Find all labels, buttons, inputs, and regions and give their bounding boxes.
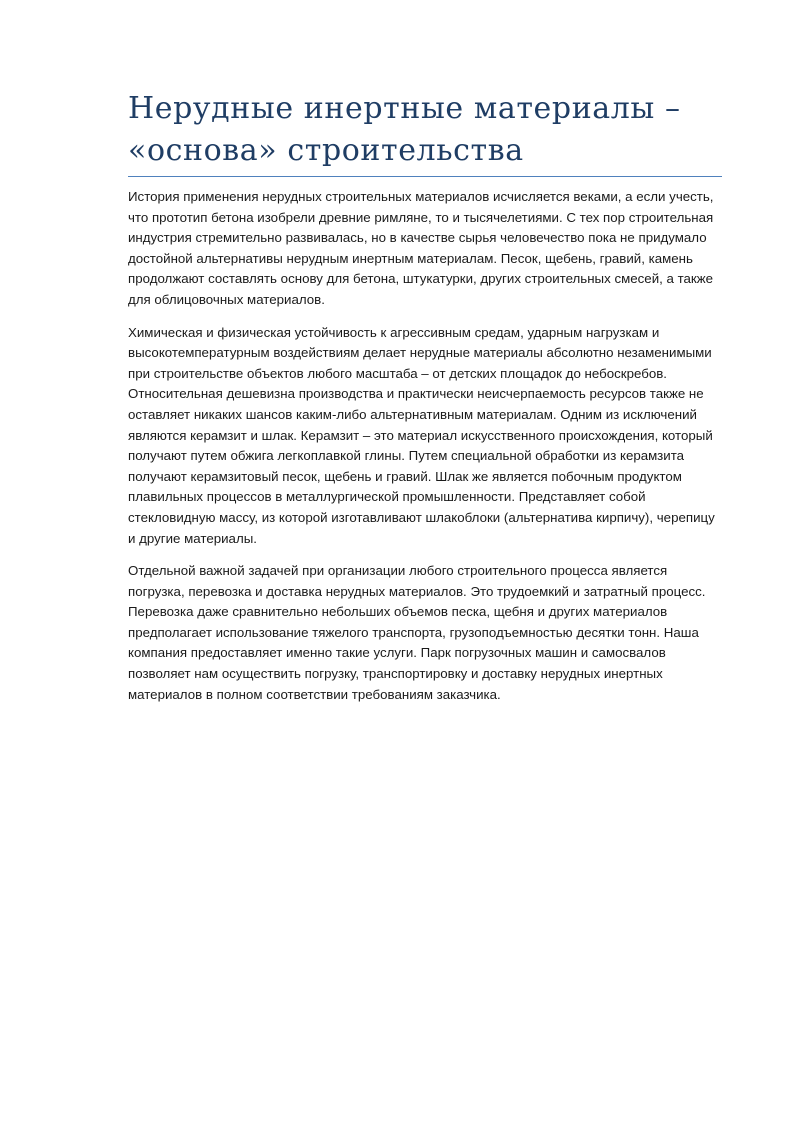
page-title: Нерудные инертные материалы – «основа» строительства bbox=[128, 91, 681, 168]
paragraph-3: Отдельной важной задачей при организации любого строительного процесса является погрузка, перевозка и доставка нерудных материалов. Это трудоемкий и затратный процесс. Перевозка даже сравнительно небольших объемов песка, щебня и других материалов предполагает использование тяжелого транспорта, грузоподъемностью десятки тонн. Наша компания предоставляет именно такие услуги. Парк погрузочных машин и самосвалов позволяет нам осуществить погрузку, транспортировку и доставку нерудных инертных материалов в полном соответствии требованиям заказчика. bbox=[128, 563, 706, 702]
paragraph-1: История применения нерудных строительных материалов исчисляется веками, а если учесть, что прототип бетона изобрели древние римляне, то и тысячелетиями. С тех пор строительная индустрия стремительно развивалась, но в качестве сырья человечество пока не придумало достойной альтернативы нерудным инертным материалам. Песок, щебень, гравий, камень продолжают составлять основу для бетона, штукатурки, других строительных смесей, а также для облицовочных материалов. bbox=[128, 189, 714, 307]
document-body bbox=[128, 187, 724, 717]
paragraph-2: Химическая и физическая устойчивость к агрессивным средам, ударным нагрузкам и высокотемпературным воздействиям делает нерудные материалы абсолютно незаменимыми при строительстве объектов любого масштаба – от детских площадок до небоскребов. Относительная дешевизна производства и практически неисчерпаемость ресурсов также не оставляет никаких шансов каким-либо альтернативным материалам. Одним из исключений являются керамзит и шлак. Керамзит – это материал искусственного происхождения, который получают путем обжига легкоплавкой глины. Путем специальной обработки из керамзита получают керамзитовый песок, щебень и гравий. Шлак же является побочным продуктом плавильных процессов в металлургической промышленности. Представляет собой стекловидную массу, из которой изготавливают шлакоблоки (альтернатива кирпичу), черепицу и другие материалы. bbox=[128, 324, 715, 546]
title-divider bbox=[128, 176, 722, 177]
